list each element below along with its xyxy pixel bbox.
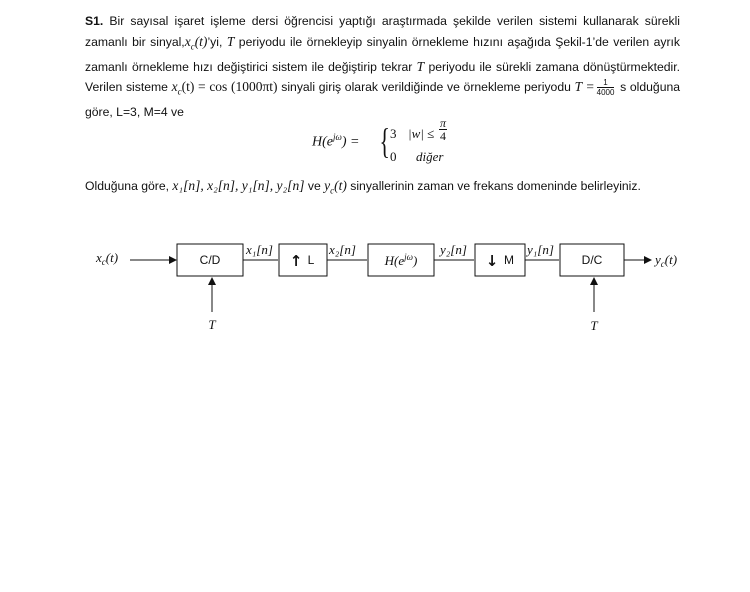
x1-label: x₁[n]	[246, 242, 273, 257]
input-label: $x_c(t)$	[96, 250, 119, 267]
upsample-factor: L	[307, 253, 315, 267]
filter-label: $H(e^{j\omega})$	[384, 252, 418, 268]
xc-t: $x_c(t)$	[184, 33, 208, 52]
cd-block-label: C/D	[199, 253, 221, 267]
problem-paragraph-1: S1. Bir sayısal işaret işleme dersi öğrencisi yaptığı araştırmada şekilde verilen sistemi kullanarak sürekli zamanlı bir $sinyal,x_c(t)’yi$, T periyodu ile örnekleyip sinyalin örnekleme hızını aşağıda Şekil-1’de verilen ayrık zamanlı örnekleme hızı değiştirici sistem ile değiştirip tekrar T periyodu ile sürekli zamana dönüştürmektedir. Verilen sisteme $x_c(t) = \cos (1000\pi t)$ sinyali giriş olarak verildiğinde ve örnekleme periyodu T = $\frac{1}{4000}$ s olduğuna göre, L=3, M=4 ve	[85, 14, 681, 120]
downsampler-block	[475, 244, 525, 276]
pi-over-four: π 4	[440, 116, 447, 143]
x2-label: x₂[n]	[329, 242, 356, 257]
downsample-factor: M	[504, 253, 514, 267]
output-label: $y_c(t)$	[655, 252, 678, 269]
input-signal-eq: $x_c(t) = \cos (1000\pi t)$	[171, 79, 278, 97]
dc-block-label: D/C	[581, 253, 603, 267]
filter-equation: $H(e^{j\omega})$ = { 3 |w| ≤ π 4 0 diğer	[312, 116, 447, 164]
problem-number: S1.	[85, 14, 104, 28]
up-arrow-icon: ↑	[289, 252, 303, 270]
t-left-label: T	[208, 317, 216, 332]
upsampler-block	[279, 244, 327, 276]
down-arrow-icon: ↓	[485, 252, 499, 270]
y1-label: y₁[n]	[527, 242, 554, 257]
period-fraction: $\frac{1}{4000}$	[596, 78, 615, 98]
piecewise-brace: {	[379, 121, 390, 161]
t-right-label: T	[590, 318, 598, 333]
problem-paragraph-2: Olduğuna göre, x₁[n], x₂[n], y₁[n], y₂[n] ve $y_c(t)$ sinyallerinin zaman ve frekans domeninde belirleyiniz.	[85, 178, 641, 196]
y2-label: y₂[n]	[440, 242, 467, 257]
